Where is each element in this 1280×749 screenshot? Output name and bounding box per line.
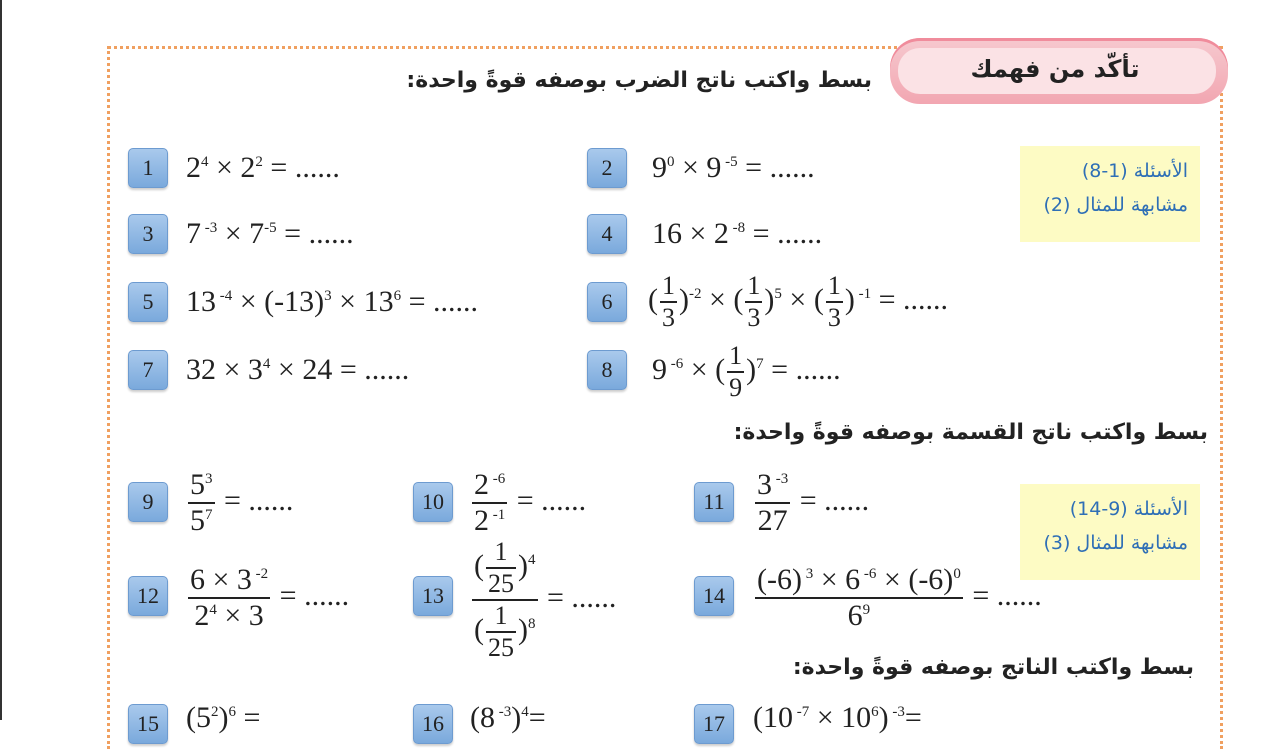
problem-2-expression: $9^0 \times 9$ $^{-5}$ = ...... <box>652 151 815 184</box>
hint-line: مشابهة للمثال (3) <box>1043 532 1188 554</box>
problem-13-expression: ( $\frac{1}{25}$ )$^4$ ( $\frac{1}{25}$ )$^8$ = ...... <box>474 537 617 663</box>
instruction-result: بسط واكتب الناتج بوصفه قوةً واحدة: <box>792 655 1194 680</box>
section-title: تأكّد من فهمك <box>970 55 1140 83</box>
problem-16-expression: (8 $^{-3}$)$^4$= <box>470 701 546 734</box>
left-border-line <box>0 0 2 720</box>
problem-5-expression: 13 $^{-4} \times (-13)^3 \times 13^6$ = ...... <box>186 285 478 318</box>
problem-9-expression: $\frac{5^3}{5^7}$ = ...... <box>190 468 294 538</box>
problem-number-badge: 9 <box>128 482 168 522</box>
problem-6-expression: ( $\frac{1}{3}$ )$^{-2}$ × ( $\frac{1}{3}$ )$^5$ × ( $\frac{1}{3}$ ) $^{-1}$ = ...... <box>648 271 949 333</box>
problem-3-expression: 7 $^{-3} \times 7^{-5}$ = ...... <box>186 217 354 250</box>
problem-7-expression: $32 \times 3^4 \times 24$ = ...... <box>186 353 410 386</box>
problem-number-badge: 11 <box>694 482 734 522</box>
problem-number-badge: 7 <box>128 350 168 390</box>
problem-11-expression: $\frac{3 ^{-3}}{27}$ = ...... <box>757 468 870 538</box>
problem-number-badge: 14 <box>694 576 734 616</box>
problem-number-badge: 5 <box>128 282 168 322</box>
instruction-divide: بسط واكتب ناتج القسمة بوصفه قوةً واحدة: <box>733 420 1208 445</box>
problem-number-badge: 12 <box>128 576 168 616</box>
problem-12-expression: $\frac{6 \times 3 ^{-2}}{2^4 \times 3}$ = ...... <box>190 563 350 633</box>
problem-8-expression: 9 $^{-6}$ × ( $\frac{1}{9}$ )$^7$ = ...... <box>652 341 841 403</box>
problem-number-badge: 16 <box>413 704 453 744</box>
problem-10-expression: $\frac{2 ^{-6}}{2 ^{-1}}$ = ...... <box>474 468 587 538</box>
problem-number-badge: 17 <box>694 704 734 744</box>
hint-line: الأسئلة (9-14) <box>1069 498 1188 520</box>
hint-line: مشابهة للمثال (2) <box>1043 194 1188 216</box>
problem-17-expression: (10 $^{-7} \times 10^6$) $^{-3}$= <box>753 701 922 734</box>
problem-4-expression: 16 × 2 $^{-8}$ = ...... <box>652 217 823 250</box>
problem-1-expression: $2^4 \times 2^2$ = ...... <box>186 151 340 184</box>
problem-number-badge: 2 <box>587 148 627 188</box>
problem-15-expression: $(5^2)^6$ = <box>186 701 261 734</box>
problem-number-badge: 4 <box>587 214 627 254</box>
problem-number-badge: 8 <box>587 350 627 390</box>
problem-number-badge: 15 <box>128 704 168 744</box>
hint-box-1-8 <box>1020 146 1200 242</box>
hint-line: الأسئلة (1-8) <box>1081 160 1188 182</box>
problem-number-badge: 10 <box>413 482 453 522</box>
problem-number-badge: 1 <box>128 148 168 188</box>
problem-number-badge: 13 <box>413 576 453 616</box>
instruction-multiply: بسط واكتب ناتج الضرب بوصفه قوةً واحدة: <box>406 68 872 93</box>
problem-number-badge: 3 <box>128 214 168 254</box>
problem-number-badge: 6 <box>587 282 627 322</box>
hint-box-9-14 <box>1020 484 1200 580</box>
problem-14-expression: $\frac{(-6) ^3 \times 6 ^{-6} \times (-6)^0}{6^9}$ = ...... <box>757 563 1042 633</box>
